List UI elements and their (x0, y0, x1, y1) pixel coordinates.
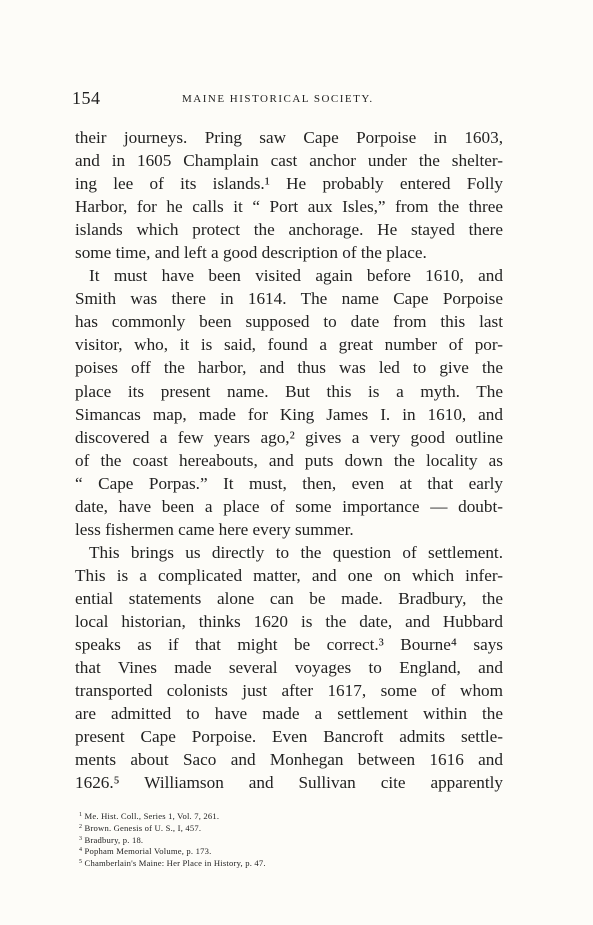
text-line: are admitted to have made a settlement within the (75, 704, 503, 724)
footnote-text: Chamberlain's Maine: Her Place in History, p. 47. (82, 858, 266, 869)
text-line: This brings us directly to the question of settlement. (89, 542, 503, 562)
text-line: date, have been a place of some importance — doubt- (75, 496, 503, 516)
text-line: 1626.⁵ Williamson and Sullivan cite apparently (75, 773, 503, 793)
footnote (79, 858, 479, 870)
text-line: that Vines made several voyages to England, and (75, 658, 503, 678)
footnote (79, 846, 479, 858)
text-line: ing lee of its islands.¹ He probably entered Folly (75, 174, 503, 194)
page-header (72, 88, 512, 110)
page-number: 154 (72, 88, 101, 108)
text-line: present Cape Porpoise. Even Bancroft admits settle- (75, 727, 503, 747)
text-line: visitor, who, it is said, found a great number of por- (75, 335, 503, 355)
text-line: less fishermen came here every summer. (75, 519, 354, 539)
text-line: ential statements alone can be made. Bradbury, the (75, 588, 503, 608)
text-line: place its present name. But this is a myth. The (75, 381, 503, 401)
body-text (75, 126, 503, 794)
footnote-text: Brown. Genesis of U. S., I, 457. (82, 822, 202, 833)
text-line: ments about Saco and Monhegan between 1616 and (75, 750, 503, 770)
footnote-mark: 5 (79, 859, 83, 866)
text-line: of the coast hereabouts, and puts down the locality as (75, 450, 503, 470)
footnote (79, 823, 479, 835)
text-line: islands which protect the anchorage. He stayed there (75, 220, 503, 240)
text-line: some time, and left a good description of the place. (75, 243, 427, 263)
text-line: Simancas map, made for King James I. in 1610, and (75, 404, 503, 424)
text-line: Harbor, for he calls it “ Port aux Isles,” from the three (75, 197, 503, 217)
text-line: Smith was there in 1614. The name Cape Porpoise (75, 289, 503, 309)
footnotes (79, 811, 479, 870)
footnote-mark: 2 (79, 823, 83, 830)
text-line: It must have been visited again before 1610, and (89, 266, 503, 286)
footnote-text: Me. Hist. Coll., Series 1, Vol. 7, 261. (82, 811, 220, 821)
footnote-text: Popham Memorial Volume, p. 173. (82, 846, 212, 857)
text-line: their journeys. Pring saw Cape Porpoise in 1603, (75, 128, 503, 147)
text-line: local historian, thinks 1620 is the date, and Hubbard (75, 611, 503, 631)
text-line: transported colonists just after 1617, some of whom (75, 681, 503, 701)
footnote-mark: 4 (79, 847, 83, 854)
footnote (79, 811, 479, 823)
text-line: and in 1605 Champlain cast anchor under the shelter- (75, 151, 503, 171)
text-line: speaks as if that might be correct.³ Bourne⁴ says (75, 635, 503, 655)
running-head: MAINE HISTORICAL SOCIETY. (182, 93, 374, 105)
footnote-mark: 3 (79, 835, 83, 842)
text-line: poises off the harbor, and thus was led to give the (75, 358, 503, 378)
text-line: “ Cape Porpas.” It must, then, even at that early (75, 473, 503, 493)
text-line: This is a complicated matter, and one on which infer- (75, 565, 503, 585)
footnote (79, 835, 479, 847)
footnote-mark: 1 (79, 812, 83, 818)
text-line: has commonly been supposed to date from this last (75, 312, 503, 332)
footnote-text: Bradbury, p. 18. (82, 834, 144, 845)
text-line: discovered a few years ago,² gives a very good outline (75, 427, 503, 447)
